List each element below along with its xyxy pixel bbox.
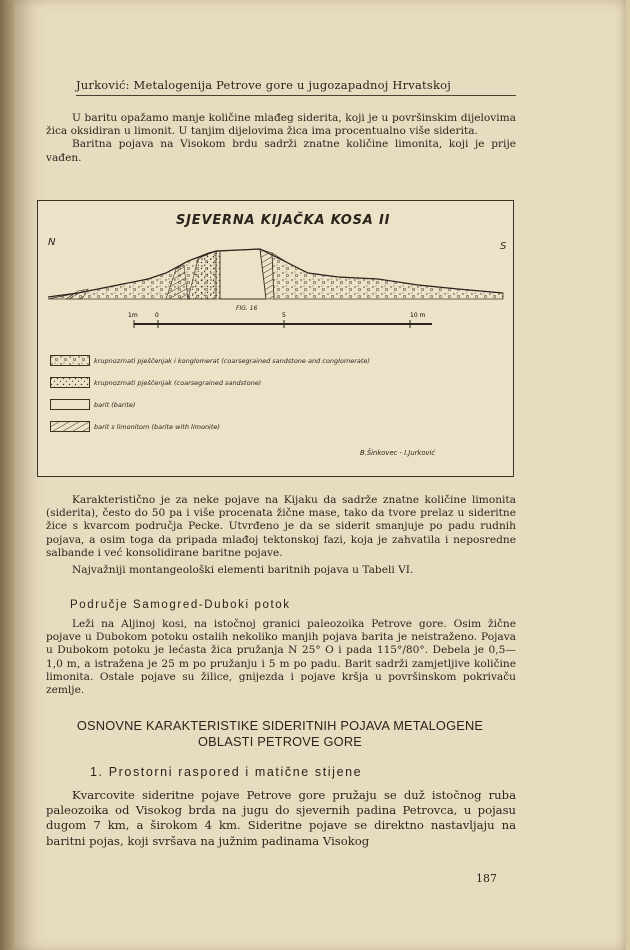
legend-label-sandstone: krupnozrnati pješčenjak (coarsegrained sandstone): [94, 379, 262, 387]
figure-title: SJEVERNA KIJAČKA KOSA II: [176, 213, 391, 228]
section-text: [46, 788, 516, 849]
intro-text: [46, 112, 516, 165]
scale-label-5: 5: [282, 312, 286, 319]
legend-label-limonite: barit s limonitom (barite with limonite): [94, 423, 220, 431]
scale-label-0: 0: [155, 312, 159, 319]
scale-label-10m: 10 m: [410, 312, 426, 319]
figure-number: FIG. 16: [236, 305, 258, 312]
south-label: S: [500, 241, 507, 252]
conglomerate-body-right: [272, 253, 503, 299]
section-subtitle: 1. Prostorni raspored i matične stijene: [90, 765, 363, 779]
running-header: Jurković: Metalogenija Petrove gore u jugozapadnoj Hrvatskoj: [76, 78, 516, 96]
body-paragraph-2: Najvažniji montangeološki elementi baritnih pojava u Tabeli VI.: [72, 564, 414, 577]
subsection-heading: Područje Samogred-Duboki potok: [70, 599, 291, 611]
body-paragraph-1: Karakteristično je za neke pojave na Kijaku da sadrže znatne količine limonita (siderita), često do 50 pa i više procenata žične mase, tako da tvore prelaz u sideritne žice s kvarcom područja Pecke. Utvrđeno je da se siderit smanjuje po padu rudnih pojava, a osim toga da pripada mlađoj tektonskoj fazi, koja je zahvatila i neposredne salbande i već konsolidirane baritne pojave.: [46, 494, 516, 559]
legend-swatch-conglomerate: [50, 355, 90, 366]
legend-swatch-sandstone: [50, 377, 90, 388]
legend-label-conglomerate: krupnozrnati pješčenjak i konglomerat (coarsegrained sandstone and conglomerate): [94, 357, 370, 365]
legend-label-barite: barit (barite): [94, 401, 136, 409]
cross-section-drawing: [38, 201, 513, 476]
barite-body: [220, 249, 266, 299]
intro-paragraph-2: Baritna pojava na Visokom brdu sadrži znatne količine limonita, koji je prije vađen.: [46, 138, 516, 164]
page-number: 187: [476, 872, 497, 885]
section-heading-line-1: OSNOVNE KARAKTERISTIKE SIDERITNIH POJAVA METALOGENE: [76, 718, 484, 733]
figure-credit: B.Šinkovec - I.Jurković: [360, 449, 436, 457]
subsection-paragraph: Leži na Aljinoj kosi, na istočnoj granici paleozoika Petrove gore. Osim žične pojave u Dubokom potoku ostalih nekoliko manjih pojava barita je neistraženo. Pojava u Dubokom potoku je lećasta žica pružanja N 25° O i pada 115°/80°. Debela je 0,5—1,0 m, a istražena je 25 m po pružanju i 5 m po padu. Barit sadrži zamjetljive količine limonita. Ostale pojave su žilice, gnijezda i pojave kršja u površinskom pokrivaču zemlje.: [46, 618, 516, 697]
cross-section-figure: [37, 200, 514, 477]
body-text: [46, 494, 516, 577]
scale-label-1m: 1m: [128, 312, 138, 319]
north-label: N: [48, 237, 56, 248]
subsection-text: [46, 618, 516, 697]
intro-paragraph-1: U baritu opažamo manje količine mlađeg siderita, koji je u površinskim dijelovima žica oksidiran u limonit. U tanjim dijelovima žica ima procentualno više siderita.: [46, 112, 516, 138]
section-paragraph: Kvarcovite sideritne pojave Petrove gore pružaju se duž istočnog ruba paleozoika od Visokog brda na jugu do sjevernih padina Petrovca, u pojasu dugom 7 km, a širokom 4 km. Sideritne pojave se direktno nastavljaju na baritni pojas, koji svršava na južnim padinama Visokog: [46, 788, 516, 848]
legend-swatch-barite: [50, 399, 90, 410]
section-heading: [40, 718, 520, 750]
legend-swatch-limonite: [50, 421, 90, 432]
section-heading-line-2: OBLASTI PETROVE GORE: [198, 734, 362, 749]
